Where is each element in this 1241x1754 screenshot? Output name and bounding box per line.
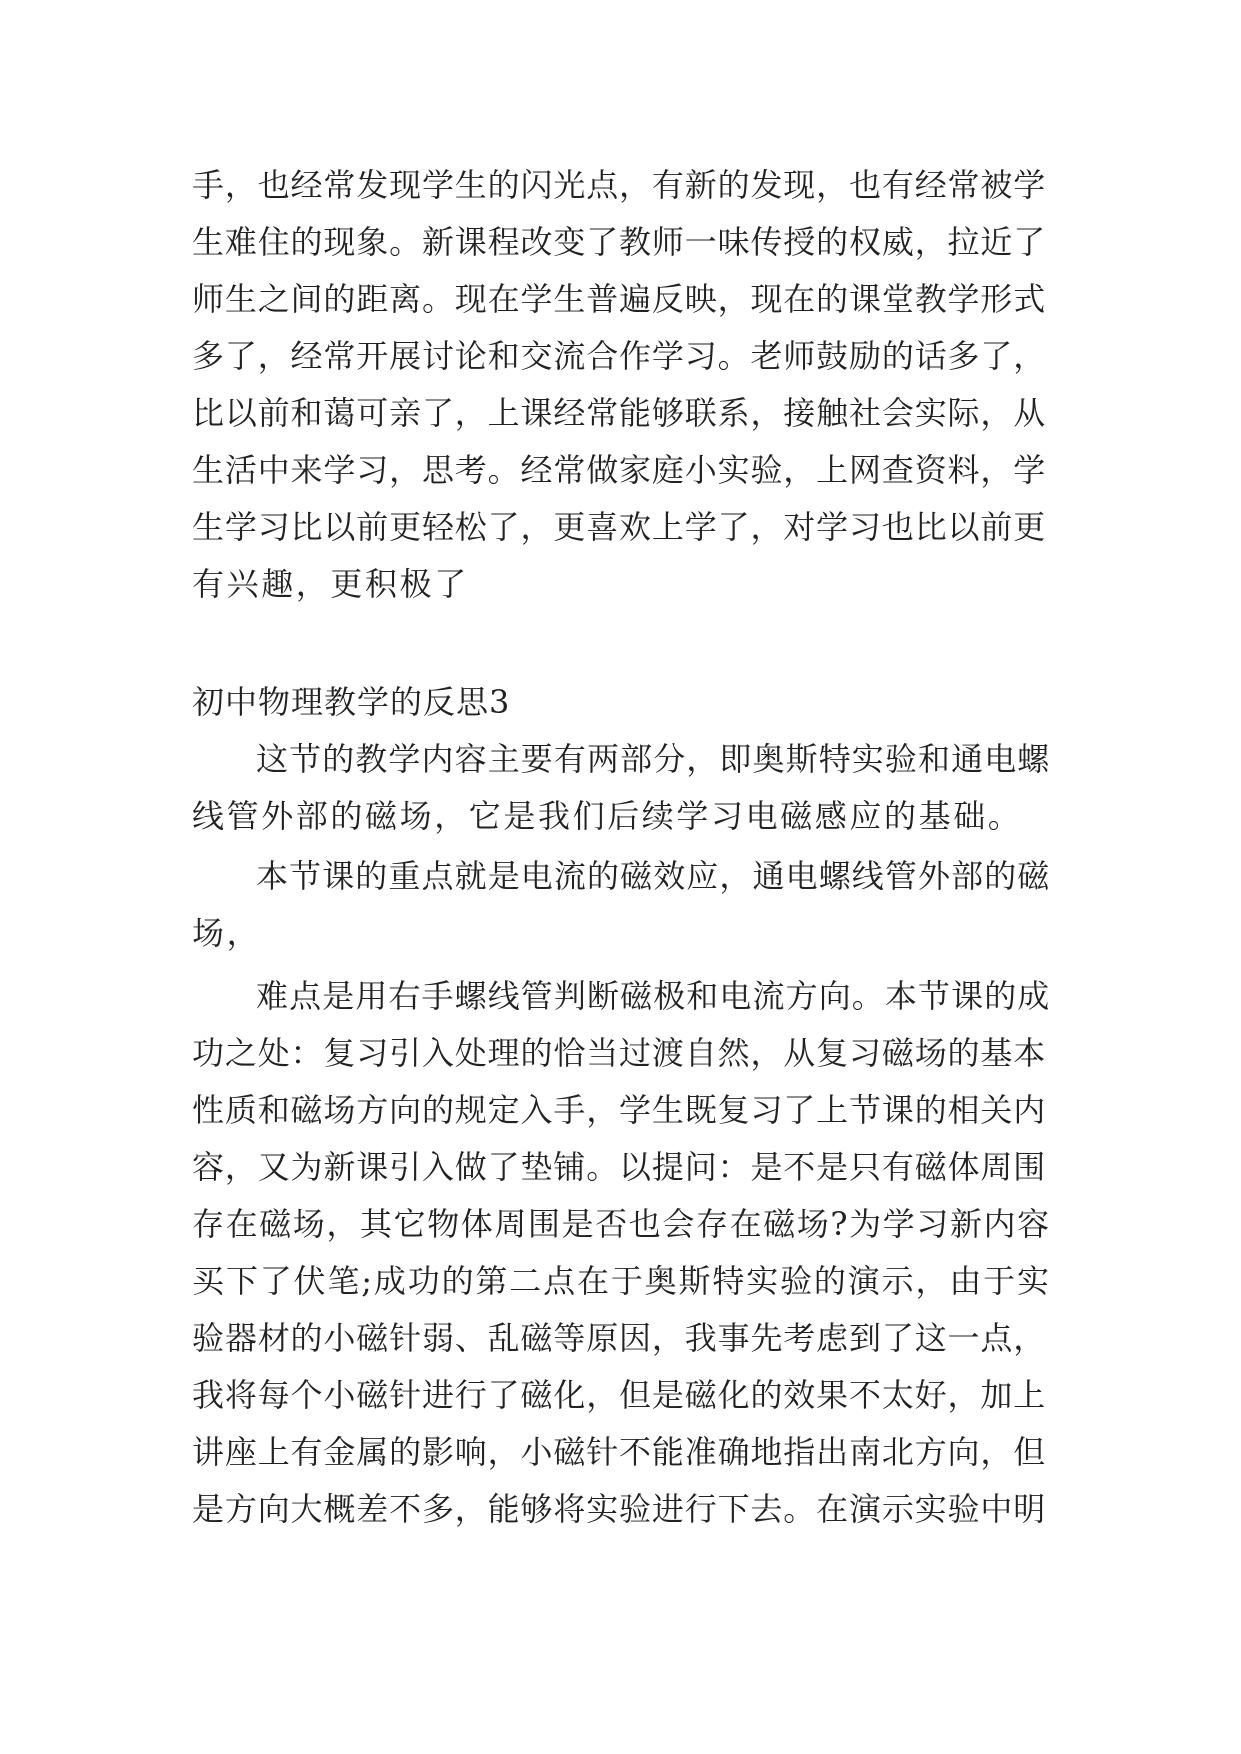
- p2-line-2: 线管外部的磁场，它是我们后续学习电磁感应的基础。: [192, 797, 1023, 835]
- p1-line-8: 有兴趣，更积极了: [192, 565, 469, 603]
- p3-line-1: 本节课的重点就是电流的磁效应，通电螺线管外部的磁: [256, 857, 1051, 895]
- p2-line-1: 这节的教学内容主要有两部分，即奥斯特实验和通电螺: [256, 740, 1051, 778]
- p1-line-5: 比以前和蔼可亲了，上课经常能够联系，接触社会实际，从: [192, 394, 1047, 432]
- section-title: 初中物理教学的反思3: [192, 683, 511, 721]
- p1-line-4: 多了，经常开展讨论和交流合作学习。老师鼓励的话多了，: [192, 337, 1047, 375]
- p4-line-8: 我将每个小磁针进行了磁化，但是磁化的效果不太好，加上: [192, 1376, 1047, 1414]
- p4-line-5: 存在磁场，其它物体周围是否也会存在磁场?为学习新内容: [192, 1205, 1051, 1243]
- p4-line-1: 难点是用右手螺线管判断磁极和电流方向。本节课的成: [256, 977, 1051, 1015]
- p4-line-4: 容，又为新课引入做了垫铺。以提问：是不是只有磁体周围: [192, 1148, 1047, 1186]
- p4-line-6: 买下了伏笔;成功的第二点在于奥斯特实验的演示，由于实: [192, 1262, 1051, 1300]
- p1-line-1: 手，也经常发现学生的闪光点，有新的发现，也有经常被学: [192, 166, 1047, 204]
- p4-line-3: 性质和磁场方向的规定入手，学生既复习了上节课的相关内: [192, 1091, 1047, 1129]
- p1-line-3: 师生之间的距离。现在学生普遍反映，现在的课堂教学形式: [192, 280, 1047, 318]
- p3-line-2: 场，: [192, 914, 262, 952]
- p4-line-7: 验器材的小磁针弱、乱磁等原因，我事先考虑到了这一点，: [192, 1319, 1047, 1357]
- p1-line-6: 生活中来学习，思考。经常做家庭小实验，上网查资料，学: [192, 451, 1047, 489]
- p4-line-2: 功之处：复习引入处理的恰当过渡自然，从复习磁场的基本: [192, 1034, 1047, 1072]
- p4-line-9: 讲座上有金属的影响，小磁针不能准确地指出南北方向，但: [192, 1433, 1047, 1471]
- p1-line-2: 生难住的现象。新课程改变了教师一味传授的权威，拉近了: [192, 223, 1047, 261]
- p4-line-10: 是方向大概差不多，能够将实验进行下去。在演示实验中明: [192, 1490, 1047, 1528]
- p1-line-7: 生学习比以前更轻松了，更喜欢上学了，对学习也比以前更: [192, 508, 1047, 546]
